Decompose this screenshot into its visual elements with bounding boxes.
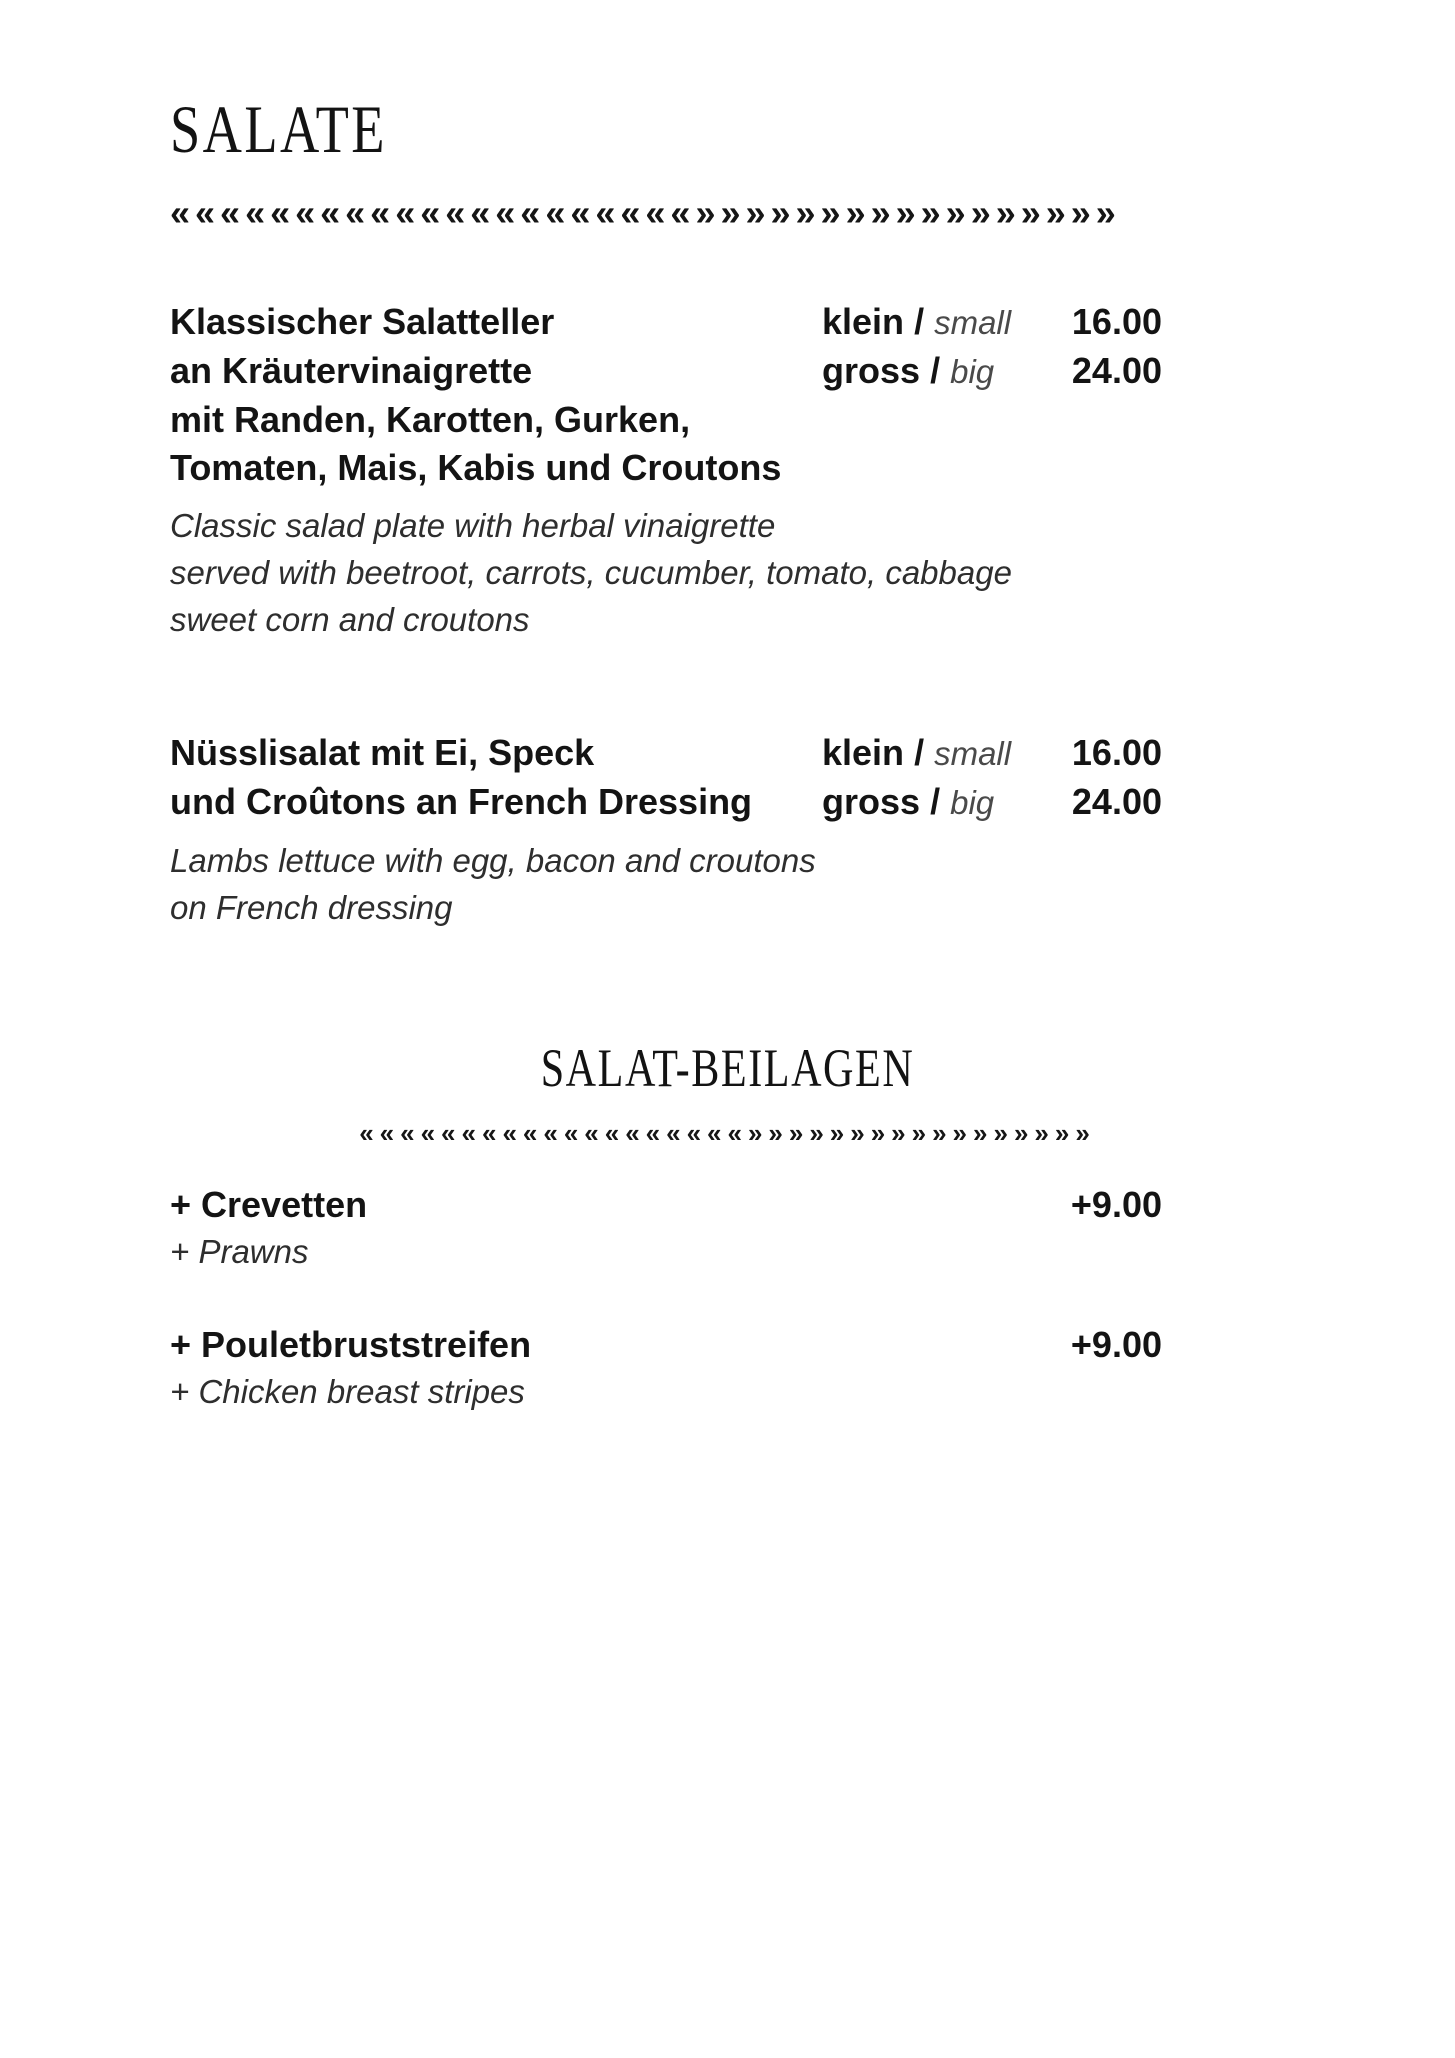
size-label-big xyxy=(822,347,1044,396)
dish-description-line: on French dressing xyxy=(170,889,453,926)
addon-pouletbruststreifen xyxy=(170,1321,1162,1415)
price-big: 24.00 xyxy=(1071,781,1162,822)
price-small: 16.00 xyxy=(1071,732,1162,773)
guillemet-divider-top: «««««««««««««««««««««»»»»»»»»»»»»»»»»» xyxy=(170,192,1121,233)
size-label-small xyxy=(822,729,1044,778)
item-price-row xyxy=(170,778,1162,827)
price-small: 16.00 xyxy=(1071,301,1162,342)
item-name-row xyxy=(170,396,1162,444)
page-title: SALATE xyxy=(170,91,387,167)
dish-description-line: Classic salad plate with herbal vinaigrette xyxy=(170,507,776,544)
addon-name: + Crevetten xyxy=(170,1184,368,1225)
dish-name-line: und Croûtons an French Dressing xyxy=(170,781,753,822)
dish-name-line: Nüsslisalat mit Ei, Speck xyxy=(170,732,595,773)
addon-name: + Pouletbruststreifen xyxy=(170,1324,532,1365)
size-separator: / xyxy=(914,301,925,342)
size-label-en: big xyxy=(950,353,995,390)
size-label-de: gross xyxy=(822,350,921,391)
dish-name-line: Tomaten, Mais, Kabis und Croutons xyxy=(170,447,782,488)
dish-description-line: served with beetroot, carrots, cucumber, tomato, cabbage xyxy=(170,554,1012,591)
menu-header xyxy=(170,0,1162,167)
item-price-row xyxy=(170,298,1162,347)
addon-price-row xyxy=(170,1181,1162,1229)
dish-description-line: sweet corn and croutons xyxy=(170,601,530,638)
dish-name-line: an Kräutervinaigrette xyxy=(170,350,533,391)
size-label-de: gross xyxy=(822,781,921,822)
dish-description xyxy=(170,837,1162,931)
addon-price: +9.00 xyxy=(1070,1324,1162,1365)
addon-description: + Prawns xyxy=(170,1233,309,1270)
menu-item-nuesslisalat xyxy=(170,729,1162,931)
size-label-big xyxy=(822,778,1044,827)
guillemet-divider-section: «««««««««««««««««««»»»»»»»»»»»»»»»»» xyxy=(359,1118,1096,1148)
addon-description: + Chicken breast stripes xyxy=(170,1373,525,1410)
addon-price-row xyxy=(170,1321,1162,1369)
dish-name-line: mit Randen, Karotten, Gurken, xyxy=(170,399,691,440)
section-title: SALAT-BEILAGEN xyxy=(540,1038,915,1098)
item-name-row xyxy=(170,444,1162,492)
size-separator: / xyxy=(930,350,941,391)
dish-description xyxy=(170,502,1162,643)
size-label-en: small xyxy=(934,304,1012,341)
addon-price: +9.00 xyxy=(1070,1184,1162,1225)
size-separator: / xyxy=(930,781,941,822)
section-salat-beilagen xyxy=(0,1039,1455,1153)
size-label-en: big xyxy=(950,784,995,821)
dish-name-line: Klassischer Salatteller xyxy=(170,301,555,342)
size-label-de: klein xyxy=(822,732,905,773)
size-label-en: small xyxy=(934,735,1012,772)
addons-list xyxy=(170,1181,1162,1415)
item-price-row xyxy=(170,729,1162,778)
size-label-de: klein xyxy=(822,301,905,342)
item-price-row xyxy=(170,347,1162,396)
dish-description-line: Lambs lettuce with egg, bacon and croutons xyxy=(170,842,816,879)
addon-crevetten xyxy=(170,1181,1162,1275)
menu-item-klassischer-salatteller xyxy=(170,298,1162,643)
size-label-small xyxy=(822,298,1044,347)
price-big: 24.00 xyxy=(1071,350,1162,391)
size-separator: / xyxy=(914,732,925,773)
